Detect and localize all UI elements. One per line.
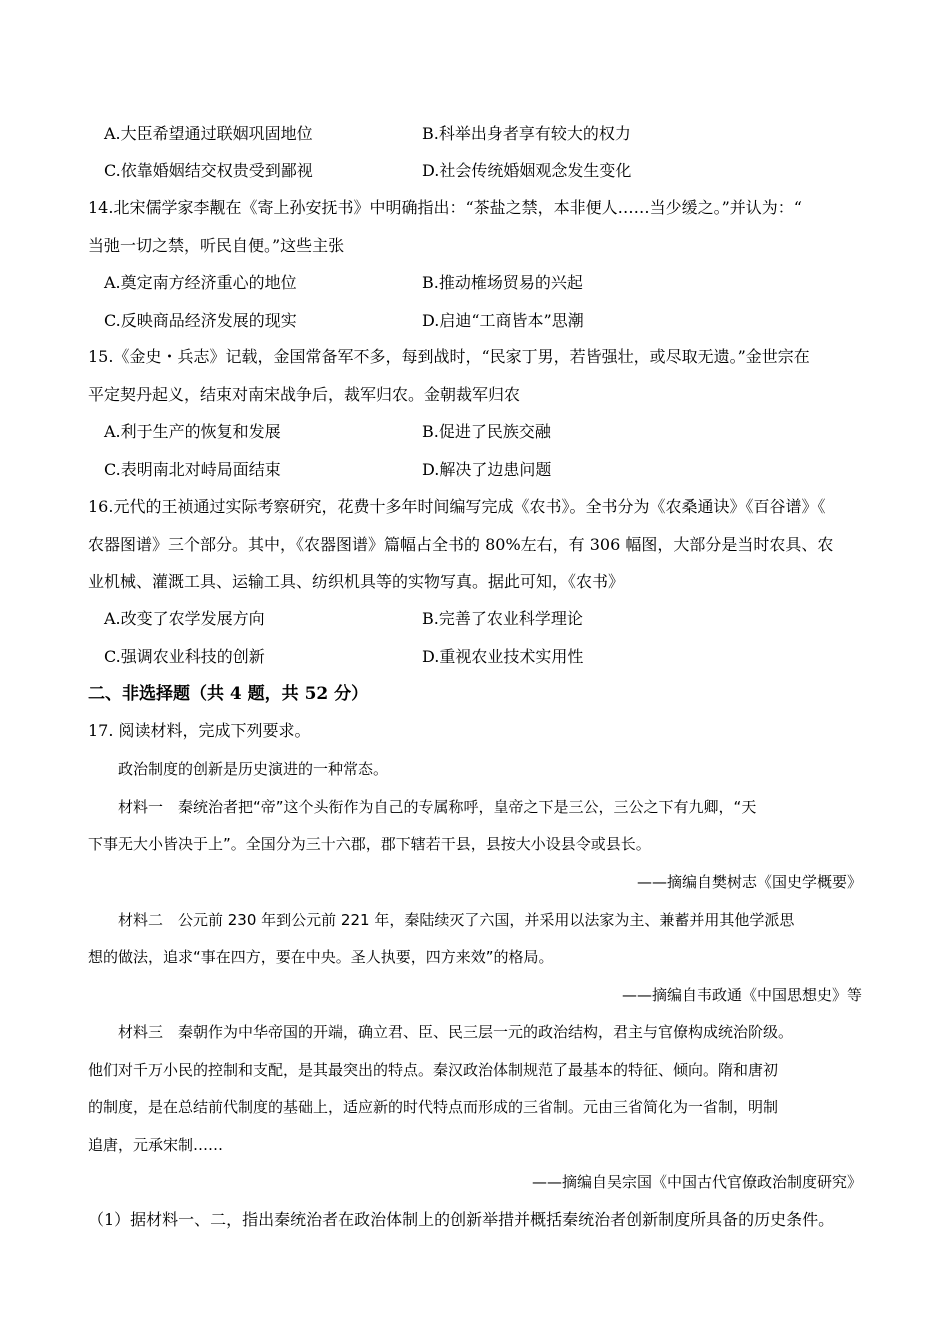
q16-stem-line3: 业机械、灌溉工具、运输工具、纺织机具等的实物写真。据此可知，《农书》: [88, 572, 625, 591]
q15-stem-line2: 平定契丹起义，结束对南宋战争后，裁军归农。金朝裁军归农: [88, 385, 521, 404]
q13-option-c: C.依靠婚姻结交权贵受到鄙视: [104, 161, 313, 180]
section-heading: 二、非选择题（共 4 题，共 52 分）: [88, 684, 369, 704]
q16-option-c: C.强调农业科技的创新: [104, 647, 265, 666]
material1-line2: 下事无大小皆决于上”。全国分为三十六郡，郡下辖若干县，县按大小设县令或县长。: [88, 835, 651, 853]
q15-stem-line1: 15.《金史・兵志》记载，金国常备军不多，每到战时，“民家丁男，若皆强壮，或尽取无遗。”金世宗在: [88, 347, 810, 366]
q13-option-d: D.社会传统婚姻观念发生变化: [422, 161, 632, 180]
material2-line2: 想的做法，追求“事在四方，要在中央。圣人执要，四方来效”的格局。: [88, 948, 554, 966]
material3-line4: 追唐，元承宋制……: [88, 1136, 224, 1154]
material3-source: ——摘编自吴宗国《中国古代官僚政治制度研究》: [531, 1173, 862, 1191]
q14-option-d: D.启迪“工商皆本”思潮: [422, 311, 584, 330]
q14-stem-line2: 当弛一切之禁，听民自便。”这些主张: [88, 236, 345, 255]
q16-option-d: D.重视农业技术实用性: [422, 647, 584, 666]
q16-option-a: A.改变了农学发展方向: [104, 609, 265, 628]
q14-stem-line1: 14.北宋儒学家李觏在《寄上孙安抚书》中明确指出：“茶盐之禁，本非便人……当少缓之。”并认为：“: [88, 198, 802, 217]
material3-line3: 的制度，是在总结前代制度的基础上，适应新的时代特点而形成的三省制。元由三省简化为一省制，明制: [88, 1098, 779, 1116]
q14-option-b: B.推动榷场贸易的兴起: [422, 273, 583, 292]
material1-source: ——摘编自樊树志《国史学概要》: [636, 873, 862, 891]
material2-line1: 材料二 公元前 230 年到公元前 221 年，秦陆续灭了六国，并采用以法家为主、兼蓄并用其他学派思: [118, 911, 795, 929]
q14-option-c: C.反映商品经济发展的现实: [104, 311, 297, 330]
q17-intro: 政治制度的创新是历史演进的一种常态。: [118, 760, 389, 778]
q15-option-a: A.利于生产的恢复和发展: [104, 422, 281, 441]
material3-line2: 他们对千万小民的控制和支配，是其最突出的特点。秦汉政治体制规范了最基本的特征、倾向。隋和唐初: [88, 1061, 779, 1079]
material3-line1: 材料三 秦朝作为中华帝国的开端，确立君、臣、民三层一元的政治结构，君主与官僚构成统治阶级。: [118, 1023, 794, 1041]
q17-subquestion-1: （1）据材料一、二，指出秦统治者在政治体制上的创新举措并概括秦统治者创新制度所具备的历史条件。: [88, 1210, 835, 1229]
q14-option-a: A.奠定南方经济重心的地位: [104, 273, 297, 292]
q16-stem-line1: 16.元代的王祯通过实际考察研究，花费十多年时间编写完成《农书》。全书分为《农桑通诀》《百谷谱》《: [88, 497, 826, 516]
q13-option-a: A.大臣希望通过联姻巩固地位: [104, 124, 313, 143]
q15-option-b: B.促进了民族交融: [422, 422, 551, 441]
q13-option-b: B.科举出身者享有较大的权力: [422, 124, 631, 143]
q16-stem-line2: 农器图谱》三个部分。其中，《农器图谱》篇幅占全书的 80%左右，有 306 幅图，大部分是当时农具、农: [88, 535, 834, 554]
q15-option-d: D.解决了边患问题: [422, 460, 552, 479]
q15-option-c: C.表明南北对峙局面结束: [104, 460, 281, 479]
material1-line1: 材料一 秦统治者把“帝”这个头衔作为自己的专属称呼，皇帝之下是三公，三公之下有九卿，“天: [118, 798, 757, 816]
q16-option-b: B.完善了农业科学理论: [422, 609, 583, 628]
material2-source: ——摘编自韦政通《中国思想史》等: [621, 986, 862, 1004]
q17-stem: 17. 阅读材料，完成下列要求。: [88, 721, 311, 740]
